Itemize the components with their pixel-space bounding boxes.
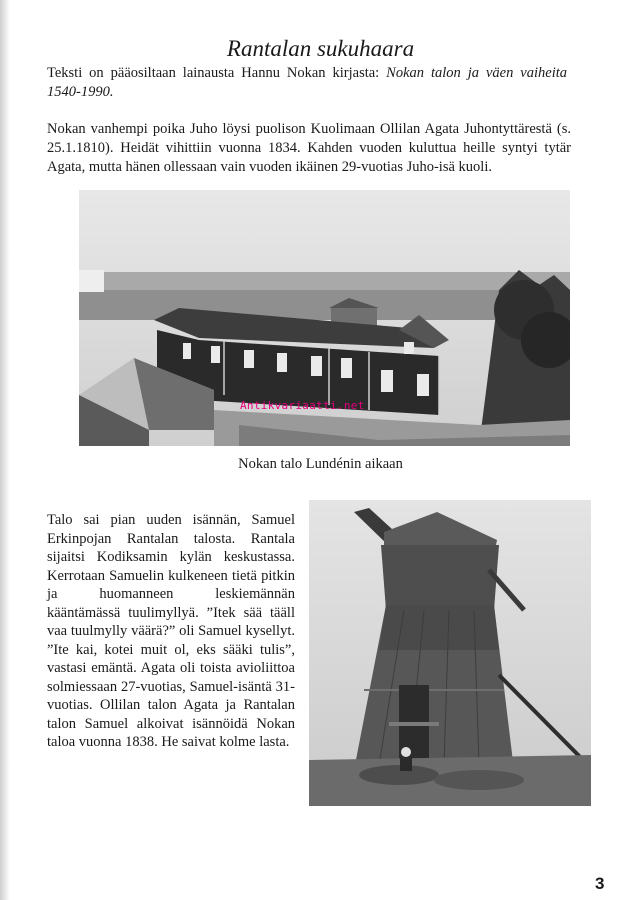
watermark-text: Antikvariaatti.net bbox=[240, 399, 365, 412]
intro-book-title: Nokan talon ja väen vaiheita 1540-1990. bbox=[47, 65, 567, 100]
page-title: Rantalan sukuhaara bbox=[226, 36, 415, 61]
windmill-illustration bbox=[309, 500, 591, 806]
intro-text bbox=[47, 64, 567, 102]
paragraph-1: Nokan vanhempi poika Juho löysi puolison Kuolimaan Ollilan Agata Juhontyttärestä (s. 25.1.1810). Heidät vihittiin vuonna 1834. Kahden vuoden kuluttua heille syntyi tytär Agata, mutta hänen ollessaan vain vuoden ikäinen 29-vuotias Juho-isä kuoli. bbox=[47, 121, 571, 175]
windmill-photo bbox=[309, 500, 591, 806]
page-edge-shadow bbox=[0, 0, 10, 900]
photo-caption: Nokan talo Lundénin aikaan bbox=[238, 456, 403, 472]
page-number: 3 bbox=[595, 874, 605, 893]
intro-lead: Teksti on pääosiltaan lainausta Hannu Nokan kirjasta: bbox=[47, 65, 387, 81]
paragraph-2: Talo sai pian uuden isännän, Samuel Erkinpojan Rantalan talosta. Rantala sijaitsi Kodiksamin kylän keskustassa. Kerrotaan Samuelin kulkeneen tietä pitkin ja huomanneen leskiemännän kääntämässä tuulimyllyä. ”Itek sää tääll vaa tuulmylly väärä?” oli Samuel kysellyt. ”Ite kai, kotei muit ol, eks sääki tulis”, vastasi emäntä. Agata oli toista avioliittoa solmiessaan 27-vuotias, Samuel-isäntä 31-vuotias. Ollilan talon Agata ja Rantalan talon Samuel alkoivat isännöidä Nokan taloa vuonna 1838. He saivat kolme lasta. bbox=[47, 512, 295, 750]
